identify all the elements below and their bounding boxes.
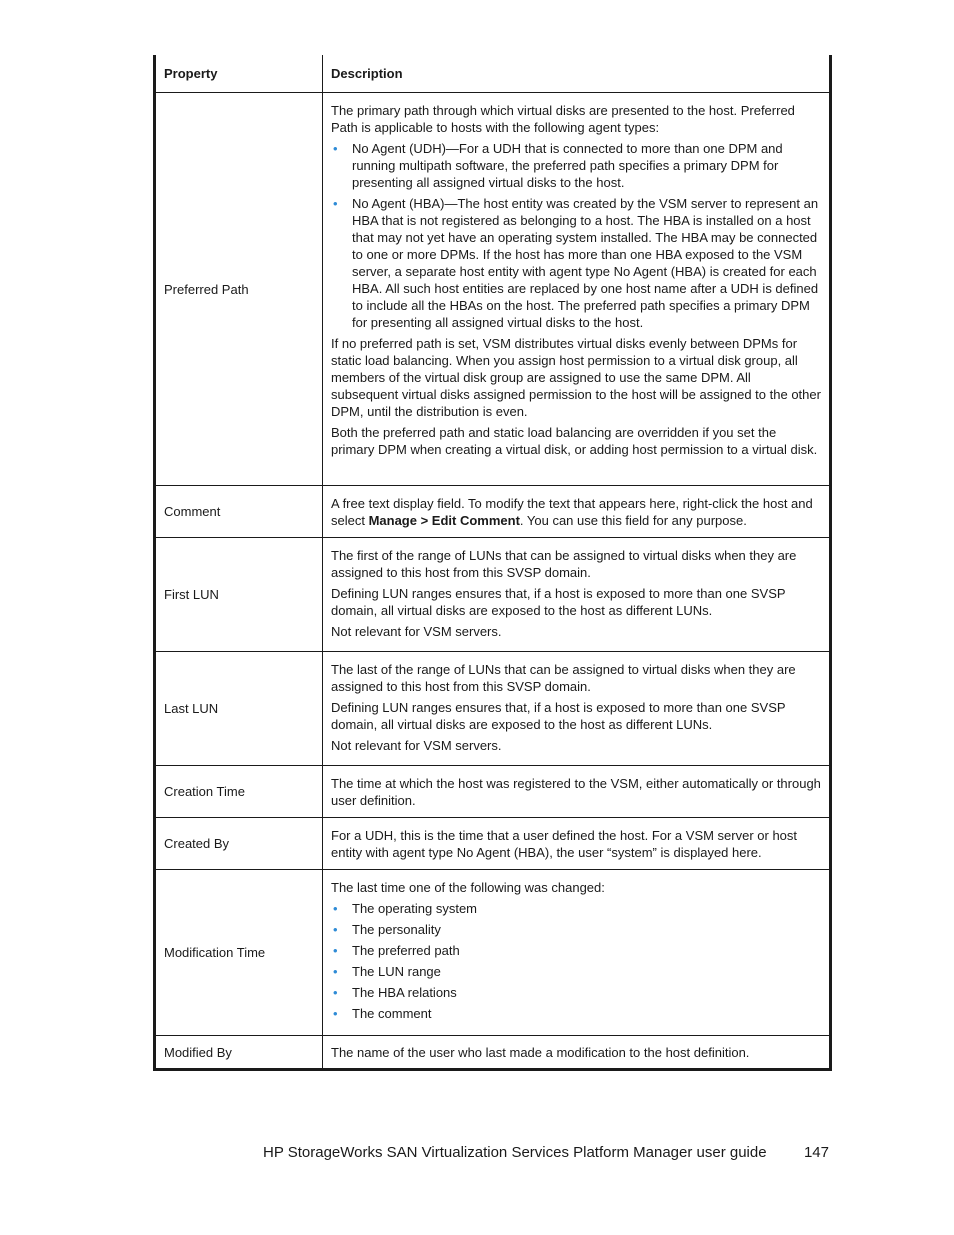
- list-item-text: The operating system: [352, 901, 478, 916]
- description-paragraph: The name of the user who last made a modification to the host definition.: [331, 1044, 750, 1060]
- list-item: [331, 921, 821, 938]
- description-cell: [323, 818, 831, 870]
- property-table: [153, 55, 832, 1071]
- bullet-icon: •: [333, 1006, 338, 1021]
- description-paragraph: The time at which the host was registered to the VSM, either automatically or through user definition.: [331, 776, 821, 808]
- bullet-icon: •: [333, 964, 338, 979]
- table-row: [155, 818, 831, 870]
- description-cell: [323, 652, 831, 766]
- table-row: [155, 486, 831, 538]
- table-header-row: [155, 55, 831, 93]
- property-cell: Creation Time: [155, 766, 323, 818]
- property-cell: First LUN: [155, 538, 323, 652]
- description-paragraph: Defining LUN ranges ensures that, if a host is exposed to more than one SVSP domain, all virtual disks are exposed to the host as different LUNs.: [331, 700, 786, 732]
- description-cell: [323, 93, 831, 486]
- comment-text-before: A free text display field. To modify the text that appears here, right-click the host and select: [331, 496, 813, 528]
- table-row: [155, 870, 831, 1036]
- description-cell: [323, 486, 831, 538]
- list-item: [331, 140, 821, 191]
- page-number: 147: [803, 1144, 829, 1161]
- table-row: [155, 766, 831, 818]
- table-row: [155, 652, 831, 766]
- list-item: [331, 900, 821, 917]
- description-paragraph: Not relevant for VSM servers.: [331, 624, 502, 639]
- list-item-text: No Agent (HBA)—The host entity was created by the VSM server to represent an HBA that is not registered as belonging to a host. The HBA is installed on a host that may not yet have an operating system installed. The HBA may be connected to one or more DPMs. If the host has more than one HBA exposed to the VSM server, a separate host entity with agent type No Agent (HBA) is created for each HBA. All such host entities are replaced by one host name after a UDH is defined to include all the HBAs on the host. The preferred path specifies a primary DPM for presenting all assigned virtual disks to the host.: [352, 196, 819, 330]
- list-item: [331, 195, 821, 331]
- property-cell: Preferred Path: [155, 93, 323, 486]
- description-cell: [323, 1036, 831, 1070]
- description-paragraph: For a UDH, this is the time that a user defined the host. For a VSM server or host entity with agent type No Agent (HBA), the user “system” is displayed here.: [331, 828, 798, 860]
- bullet-list: [331, 140, 821, 331]
- description-paragraph: Both the preferred path and static load balancing are overridden if you set the primary DPM when creating a virtual disk, or adding host permission to a virtual disk.: [331, 425, 818, 457]
- description-paragraph: The first of the range of LUNs that can be assigned to virtual disks when they are assigned to this host from this SVSP domain.: [331, 548, 797, 580]
- list-item-text: The preferred path: [352, 943, 460, 958]
- table-row: [155, 93, 831, 486]
- bullet-icon: •: [333, 901, 338, 916]
- description-cell: [323, 766, 831, 818]
- list-item-text: The HBA relations: [352, 985, 457, 1000]
- table-row: [155, 538, 831, 652]
- description-paragraph: The last of the range of LUNs that can be assigned to virtual disks when they are assigned to this host from this SVSP domain.: [331, 662, 796, 694]
- bullet-icon: •: [333, 943, 338, 958]
- description-paragraph: [331, 495, 821, 529]
- description-cell: [323, 870, 831, 1036]
- list-item-text: The comment: [352, 1006, 432, 1021]
- list-item-text: No Agent (UDH)—For a UDH that is connected to more than one DPM and running multipath software, the preferred path specifies a primary DPM for presenting all assigned virtual disks to the host.: [352, 141, 783, 190]
- description-cell: [323, 538, 831, 652]
- bullet-icon: •: [333, 985, 338, 1000]
- header-property: Property: [155, 55, 323, 93]
- description-paragraph: Defining LUN ranges ensures that, if a host is exposed to more than one SVSP domain, all virtual disks are exposed to the host as different LUNs.: [331, 586, 786, 618]
- property-cell: Modification Time: [155, 870, 323, 1036]
- comment-text-after: . You can use this field for any purpose.: [519, 513, 747, 528]
- property-cell: Modified By: [155, 1036, 323, 1070]
- property-cell: Created By: [155, 818, 323, 870]
- footer-guide-title: HP StorageWorks SAN Virtualization Services Platform Manager user guide: [263, 1144, 767, 1161]
- menu-path: Manage > Edit Comment: [368, 513, 520, 528]
- list-item-text: The LUN range: [352, 964, 441, 979]
- list-item: [331, 942, 821, 959]
- bullet-icon: •: [333, 196, 338, 211]
- property-cell: Comment: [155, 486, 323, 538]
- description-paragraph: The last time one of the following was changed:: [331, 880, 605, 895]
- list-item: [331, 963, 821, 980]
- header-description: Description: [323, 55, 831, 93]
- bullet-list: [331, 900, 821, 1022]
- list-item: [331, 1005, 821, 1022]
- table-row: [155, 1036, 831, 1070]
- description-paragraph: Not relevant for VSM servers.: [331, 738, 502, 753]
- property-cell: Last LUN: [155, 652, 323, 766]
- list-item: [331, 984, 821, 1001]
- bullet-icon: •: [333, 922, 338, 937]
- description-paragraph: The primary path through which virtual disks are presented to the host. Preferred Path is applicable to hosts with the following agent types:: [331, 103, 795, 135]
- description-paragraph: If no preferred path is set, VSM distributes virtual disks evenly between DPMs for static load balancing. When you assign host permission to a virtual disk group, all members of the virtual disk group are assigned to use the same DPM. All subsequent virtual disks assigned permission to the host will be assigned to the other DPM, until the distribution is even.: [331, 336, 821, 419]
- list-item-text: The personality: [352, 922, 441, 937]
- bullet-icon: •: [333, 141, 338, 156]
